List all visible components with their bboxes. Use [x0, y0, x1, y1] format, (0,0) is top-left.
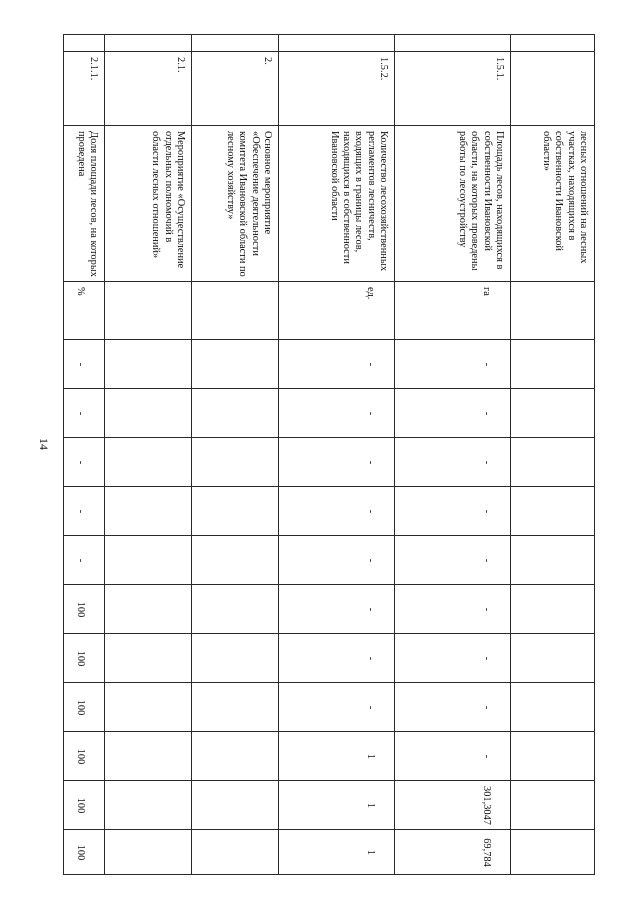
page-number: 14 [37, 438, 51, 450]
value-cell: - [395, 585, 511, 634]
table-row [279, 35, 395, 875]
value-cell [511, 634, 595, 683]
value-cell: - [64, 536, 105, 585]
value-cell [105, 585, 192, 634]
row-name: Площадь лесов, находящихся в собственности Ивановской области, на которых проведены работы по лесоустройству [395, 126, 511, 282]
value-cell [105, 536, 192, 585]
value-cell: 1 [279, 732, 395, 781]
value-cell [511, 585, 595, 634]
value-cell [105, 438, 192, 487]
value-cell [192, 389, 279, 438]
value-cell: 100 [64, 732, 105, 781]
value-cell [192, 536, 279, 585]
value-cell: 100 [64, 585, 105, 634]
value-cell: 69,784 [395, 830, 511, 875]
value-cell: - [395, 487, 511, 536]
value-cell: - [64, 340, 105, 389]
value-cell [192, 438, 279, 487]
value-cell: - [279, 585, 395, 634]
row-code: 2.1. [105, 52, 192, 126]
value-cell [511, 732, 595, 781]
value-cell [105, 781, 192, 830]
value-cell: - [395, 340, 511, 389]
margin-cell [64, 35, 105, 52]
row-unit: ед. [279, 282, 395, 340]
value-cell: - [279, 634, 395, 683]
value-cell [192, 634, 279, 683]
value-cell: - [395, 438, 511, 487]
value-cell [192, 487, 279, 536]
value-cell: - [395, 634, 511, 683]
value-cell [105, 340, 192, 389]
row-code: 2. [192, 52, 279, 126]
value-cell [511, 438, 595, 487]
row-name: Количество лесохозяйственных регламентов лесничеств, входящих в границы лесов, находящихся в собственности Ивановской области [279, 126, 395, 282]
row-code: 2.1.1. [64, 52, 105, 126]
value-cell [105, 634, 192, 683]
row-name: Мероприятие «Осуществление отдельных полномочий в области лесных отношений» [105, 126, 192, 282]
value-cell [511, 389, 595, 438]
row-unit [192, 282, 279, 340]
value-cell [192, 585, 279, 634]
value-cell: - [395, 389, 511, 438]
margin-cell [395, 35, 511, 52]
row-code: 1.5.1. [395, 52, 511, 126]
value-cell: 100 [64, 830, 105, 875]
value-cell [511, 683, 595, 732]
value-cell: - [279, 389, 395, 438]
value-cell [105, 732, 192, 781]
value-cell [511, 340, 595, 389]
value-cell [511, 487, 595, 536]
value-cell: - [279, 683, 395, 732]
row-unit: % [64, 282, 105, 340]
value-cell [511, 536, 595, 585]
margin-cell [279, 35, 395, 52]
row-code: 1.5.2. [279, 52, 395, 126]
row-name: Основное мероприятие «Обеспечение деятельности комитета Ивановской области по лесному хозяйству» [192, 126, 279, 282]
value-cell: 100 [64, 634, 105, 683]
value-cell: 1 [279, 830, 395, 875]
indicators-table [63, 34, 595, 875]
value-cell [192, 683, 279, 732]
value-cell: - [279, 438, 395, 487]
value-cell [511, 781, 595, 830]
value-cell: 1 [279, 781, 395, 830]
row-unit [511, 282, 595, 340]
value-cell [105, 389, 192, 438]
value-cell [192, 830, 279, 875]
row-name: Доля площади лесов, на которых проведена [64, 126, 105, 282]
value-cell: - [64, 487, 105, 536]
value-cell [511, 830, 595, 875]
margin-cell [511, 35, 595, 52]
value-cell: - [279, 536, 395, 585]
value-cell: - [64, 389, 105, 438]
value-cell: - [395, 536, 511, 585]
value-cell: - [279, 340, 395, 389]
value-cell: 301,3047 [395, 781, 511, 830]
value-cell: 100 [64, 683, 105, 732]
value-cell: 100 [64, 781, 105, 830]
value-cell [192, 340, 279, 389]
table-row [395, 35, 511, 875]
value-cell: - [279, 487, 395, 536]
value-cell: - [395, 732, 511, 781]
rotated-table-container [64, 34, 595, 867]
row-unit [105, 282, 192, 340]
table-row [64, 35, 105, 875]
value-cell [192, 732, 279, 781]
row-unit: га [395, 282, 511, 340]
table-row [105, 35, 192, 875]
margin-cell [105, 35, 192, 52]
margin-cell [192, 35, 279, 52]
value-cell [105, 487, 192, 536]
value-cell: - [395, 683, 511, 732]
table-row [192, 35, 279, 875]
row-name: лесных отношений на лесных участках, находящихся в собственности Ивановской области» [511, 126, 595, 282]
value-cell: - [64, 438, 105, 487]
row-code [511, 52, 595, 126]
value-cell [105, 683, 192, 732]
value-cell [105, 830, 192, 875]
table-row [511, 35, 595, 875]
value-cell [192, 781, 279, 830]
